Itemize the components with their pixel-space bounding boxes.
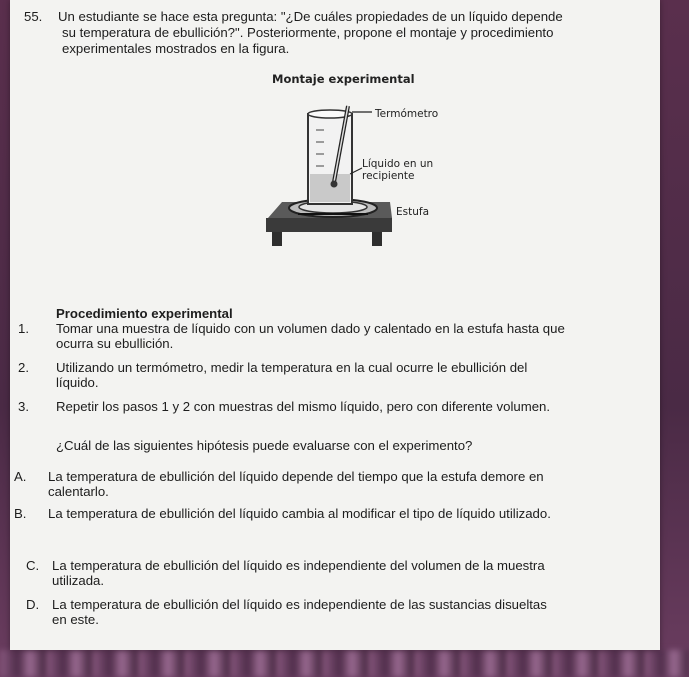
- question-prompt: ¿Cuál de las siguientes hipótesis puede evaluarse con el experimento?: [56, 438, 473, 453]
- option-a-line-1: La temperatura de ebullición del líquido depende del tiempo que la estufa demore en: [48, 469, 544, 484]
- stove: [266, 199, 392, 246]
- step-2-number: 2.: [18, 360, 29, 375]
- step-1-line-1: Tomar una muestra de líquido con un volumen dado y calentado en la estufa hasta que: [56, 321, 565, 336]
- option-c-letter: C.: [26, 558, 40, 573]
- question-intro-line-3: experimentales mostrados en la figura.: [62, 41, 290, 56]
- option-d-line-1: La temperatura de ebullición del líquido es independiente de las sustancias disueltas: [52, 597, 547, 612]
- exam-page: [10, 0, 660, 650]
- question-intro-line-2: su temperatura de ebullición?". Posteriormente, propone el montaje y procedimiento: [62, 25, 554, 40]
- option-b-line-1: La temperatura de ebullición del líquido cambia al modificar el tipo de líquido utilizado.: [48, 506, 551, 521]
- step-1-number: 1.: [18, 321, 29, 336]
- step-2-line-1: Utilizando un termómetro, medir la temperatura en la cual ocurre le ebullición del: [56, 360, 528, 375]
- procedure-title: Procedimiento experimental: [56, 306, 233, 321]
- option-d-line-2: en este.: [52, 612, 99, 627]
- option-a-line-2: calentarlo.: [48, 484, 109, 499]
- step-1-line-2: ocurra su ebullición.: [56, 336, 174, 351]
- label-thermometer: Termómetro: [375, 108, 439, 120]
- question-number: 55.: [24, 9, 43, 24]
- step-2-line-2: líquido.: [56, 375, 99, 390]
- option-b-letter: B.: [14, 506, 27, 521]
- step-3-number: 3.: [18, 399, 29, 414]
- figure-title: Montaje experimental: [272, 72, 415, 86]
- option-c-line-1: La temperatura de ebullición del líquido es independiente del volumen de la muestra: [52, 558, 545, 573]
- question-intro-line-1: Un estudiante se hace esta pregunta: "¿De cuáles propiedades de un líquido depende: [58, 9, 563, 24]
- option-c-line-2: utilizada.: [52, 573, 105, 588]
- option-a-letter: A.: [14, 469, 27, 484]
- label-liquid-line-1: Líquido en un: [362, 158, 434, 170]
- option-d-letter: D.: [26, 597, 40, 612]
- experimental-setup-figure: [10, 90, 660, 270]
- label-stove: Estufa: [396, 206, 430, 218]
- background-blur: [0, 650, 689, 677]
- label-liquid-line-2: recipiente: [362, 170, 415, 182]
- step-3-line-1: Repetir los pasos 1 y 2 con muestras del mismo líquido, pero con diferente volumen.: [56, 399, 551, 414]
